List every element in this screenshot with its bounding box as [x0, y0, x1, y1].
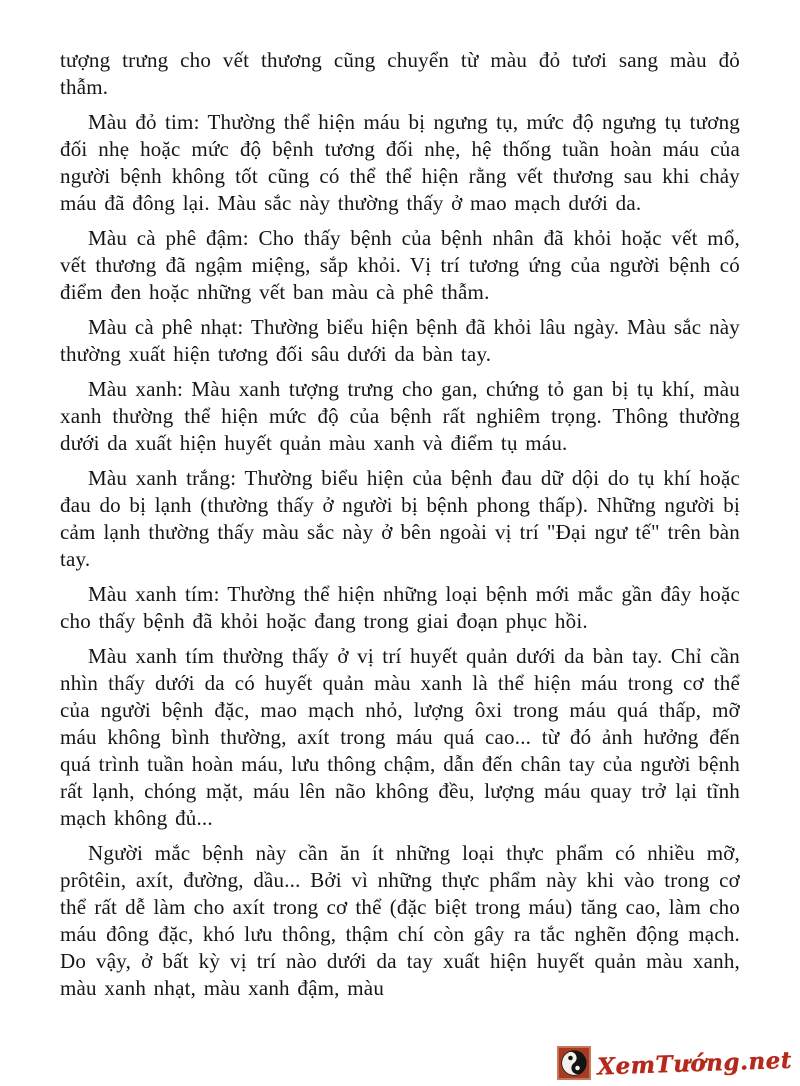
- watermark-site-label: XemTướng.net: [596, 1046, 793, 1080]
- yin-yang-icon: [557, 1046, 591, 1080]
- paragraph: Màu xanh tím: Thường thể hiện những loại bệnh mới mắc gần đây hoặc cho thấy bệnh đã khỏi hoặc đang trong giai đoạn phục hồi.: [60, 582, 740, 633]
- body-text: [60, 47, 740, 1010]
- paragraph: Màu xanh trắng: Thường biểu hiện của bệnh đau dữ dội do tụ khí hoặc đau do bị lạnh (thường thấy ở người bị bệnh phong thấp). Những người bị cảm lạnh thường thấy màu sắc này ở bên ngoài vị trí "Đại ngư tế" trên bàn tay.: [60, 466, 740, 571]
- paragraph: Màu đỏ tim: Thường thể hiện máu bị ngưng tụ, mức độ ngưng tụ tương đối nhẹ hoặc mức độ bệnh tương đối nhẹ, hệ thống tuần hoàn máu của người bệnh không tốt cũng có thể thể hiện rằng vết thương sau khi chảy máu đã đông lại. Màu sắc này thường thấy ở mao mạch dưới da.: [60, 110, 740, 215]
- paragraph: Màu cà phê nhạt: Thường biểu hiện bệnh đã khỏi lâu ngày. Màu sắc này thường xuất hiện tương đối sâu dưới da bàn tay.: [60, 315, 740, 366]
- paragraph: tượng trưng cho vết thương cũng chuyển từ màu đỏ tươi sang màu đỏ thẫm.: [60, 48, 740, 99]
- paragraph: Người mắc bệnh này cần ăn ít những loại thực phẩm có nhiều mỡ, prôtêin, axít, đường, dầu... Bởi vì những thực phẩm này khi vào trong cơ thể rất dễ làm cho axít trong cơ thể (đặc biệt trong máu) tăng cao, làm cho máu đông đặc, khó lưu thông, thậm chí còn gây ra tắc nghẽn động mạch. Do vậy, ở bất kỳ vị trí nào dưới da tay xuất hiện huyết quản màu xanh, màu xanh nhạt, màu xanh đậm, màu: [60, 841, 740, 1000]
- paragraph: Màu xanh: Màu xanh tượng trưng cho gan, chứng tỏ gan bị tụ khí, màu xanh thường thể hiện mức độ của bệnh rất nghiêm trọng. Thông thường dưới da xuất hiện huyết quản màu xanh và điểm tụ máu.: [60, 377, 740, 455]
- watermark: [557, 1046, 792, 1080]
- paragraph: Màu cà phê đậm: Cho thấy bệnh của bệnh nhân đã khỏi hoặc vết mổ, vết thương đã ngậm miệng, sắp khỏi. Vị trí tương ứng của người bệnh có điểm đen hoặc những vết ban màu cà phê thẫm.: [60, 226, 740, 304]
- paragraph: Màu xanh tím thường thấy ở vị trí huyết quản dưới da bàn tay. Chỉ cần nhìn thấy dưới da có huyết quản màu xanh là thể hiện máu trong cơ thể của người bệnh đặc, mao mạch nhỏ, lượng ôxi trong máu quá thấp, mỡ máu không bình thường, axít trong máu quá cao... từ đó ảnh hưởng đến quá trình tuần hoàn máu, lưu thông chậm, dẫn đến chân tay của người bệnh rất lạnh, chóng mặt, máu lên não không đều, lượng máu quay trở lại tĩnh mạch không đủ...: [60, 644, 740, 830]
